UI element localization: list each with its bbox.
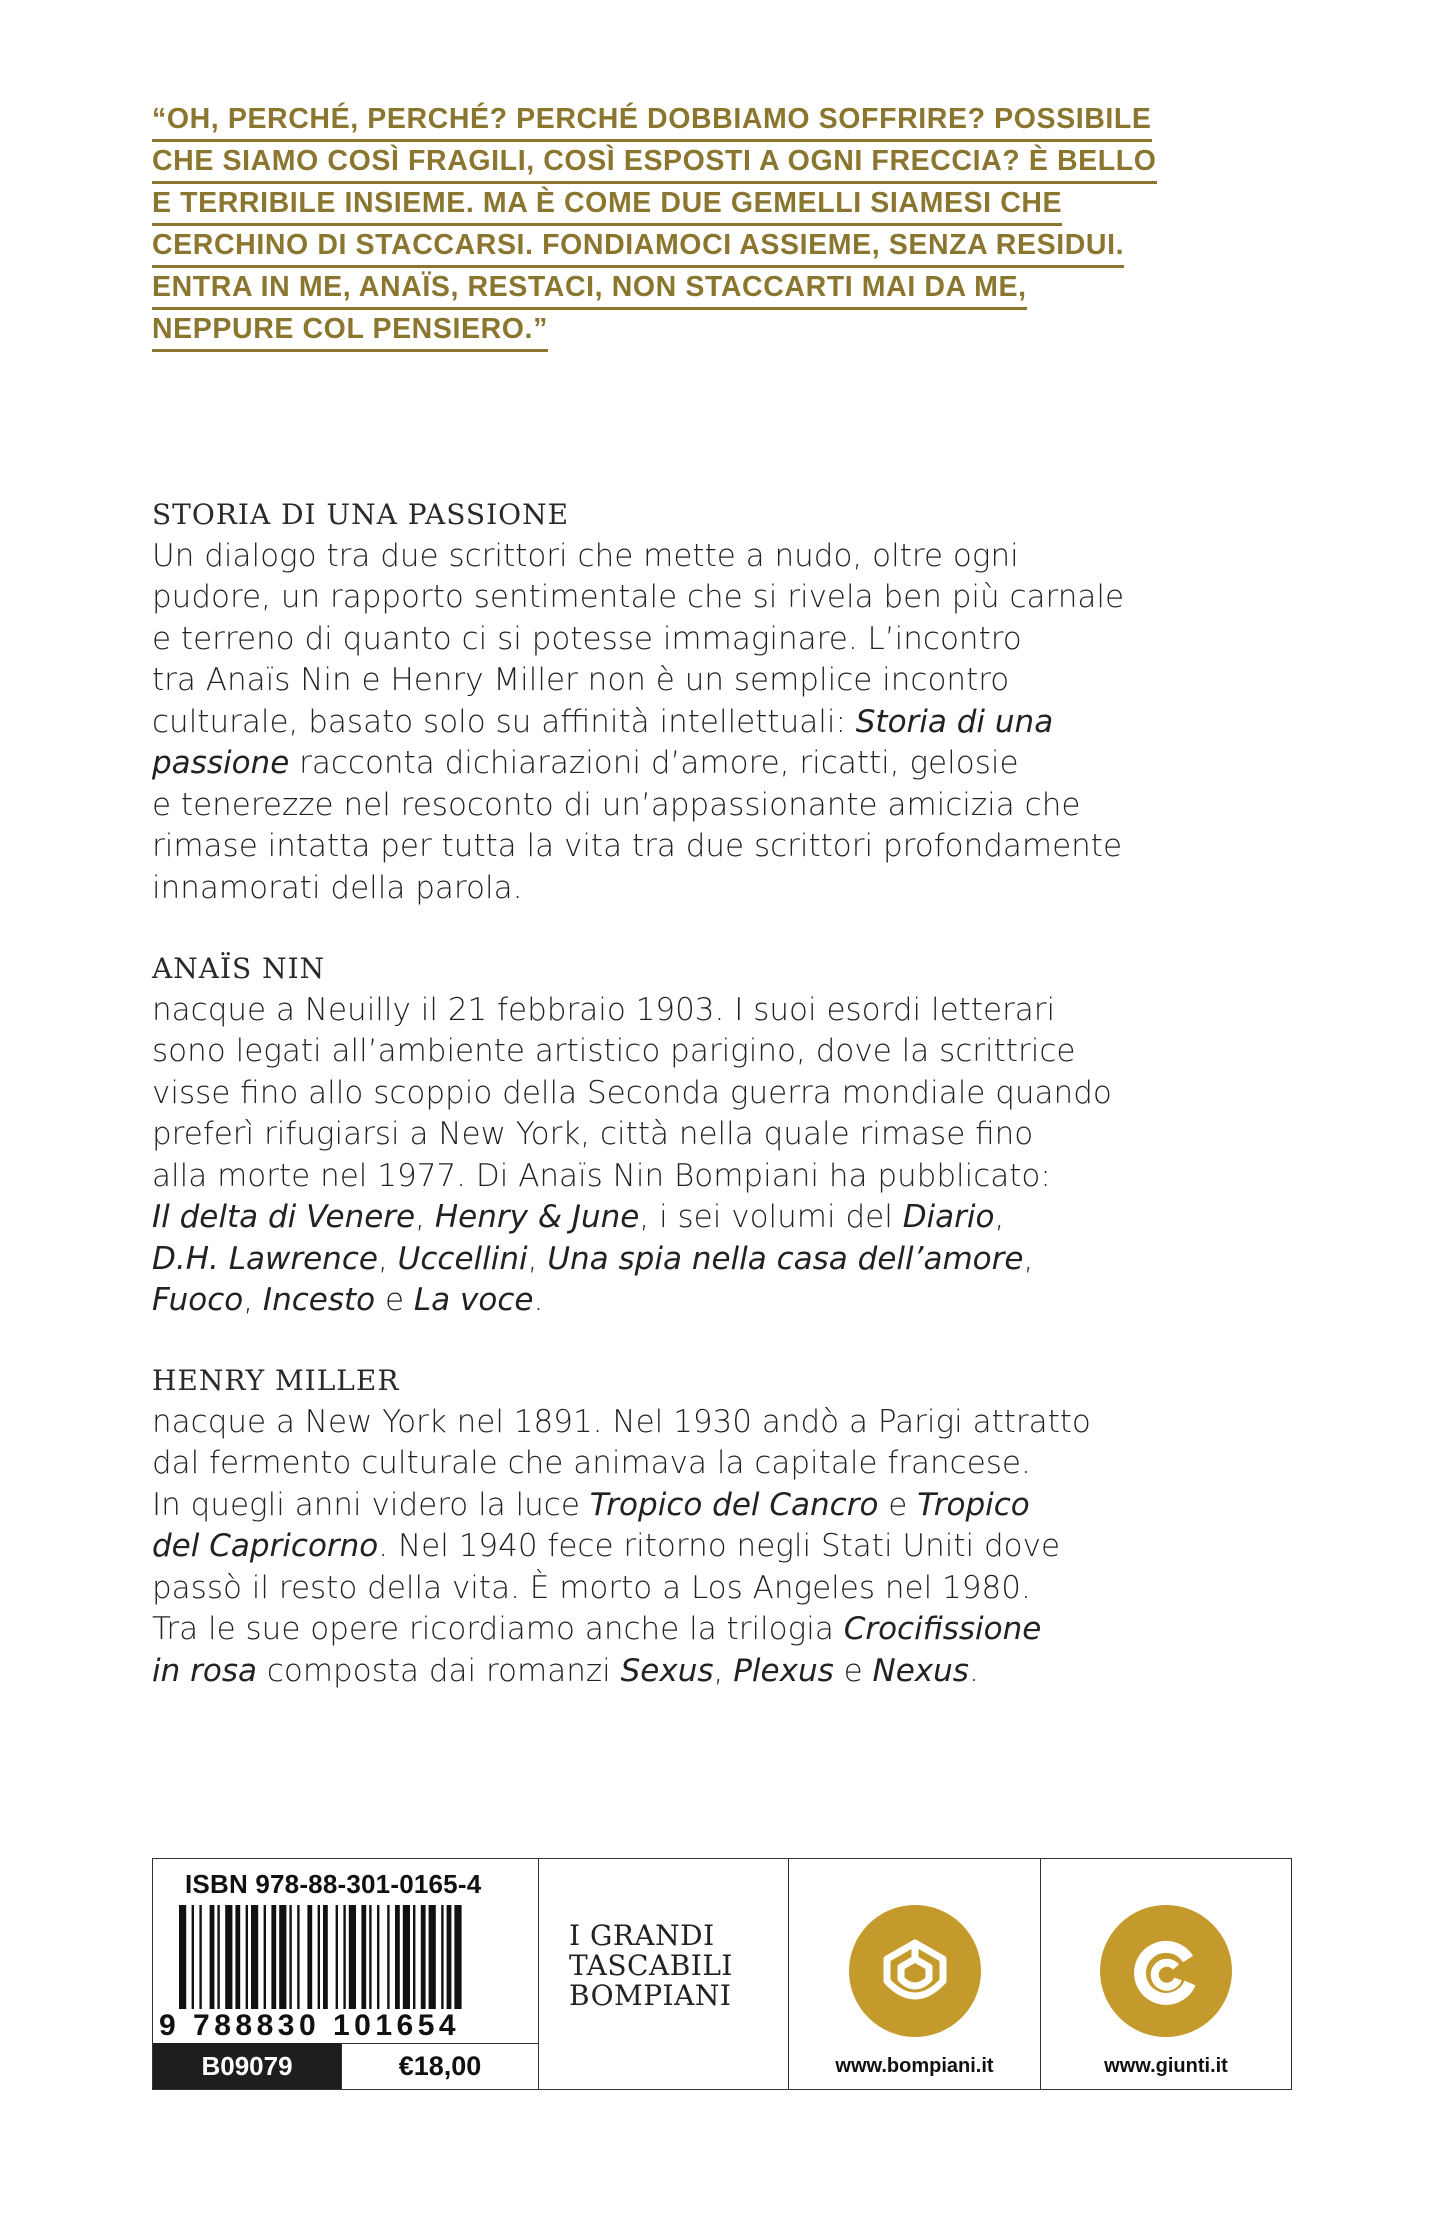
barcode — [159, 1905, 533, 2009]
isbn-label: ISBN 978-88-301-0165-4 — [185, 1869, 482, 1899]
text-line: in rosa composta dai romanzi Sexus, Plexus e Nexus. — [152, 1652, 979, 1689]
text-line: e tenerezze nel resoconto di un’appassionante amicizia che — [152, 786, 1081, 823]
text-line: dal fermento culturale che animava la capitale francese. — [152, 1445, 1031, 1481]
text-line: preferì rifugiarsi a New York, città nella quale rimase fino — [152, 1116, 1034, 1152]
book-heading: STORIA DI UNA PASSIONE — [152, 498, 570, 531]
book-code: B09079 — [201, 2051, 293, 2081]
giunti-logo-icon — [1096, 1901, 1236, 2041]
price: €18,00 — [398, 2051, 482, 2081]
price-box — [341, 2043, 538, 2089]
quote-line: “OH, PERCHÉ, PERCHÉ? PERCHÉ DOBBIAMO SOFFRIRE? POSSIBILE — [152, 100, 1152, 142]
text-line: culturale, basato solo su affinità intellettuali: Storia di una — [152, 703, 1054, 740]
text-line: passò il resto della vita. È morto a Los Angeles nel 1980. — [152, 1569, 1031, 1606]
book-code-badge — [153, 2043, 341, 2089]
barcode-digits: 9 788830 101654 — [159, 2009, 461, 2042]
author-miller-bio — [152, 1360, 1292, 1692]
text-line: pudore, un rapporto sentimentale che si rivela ben più carnale — [152, 579, 1125, 615]
text-line: visse fino allo scoppio della Seconda guerra mondiale quando — [152, 1074, 1112, 1111]
quote-line: ENTRA IN ME, ANAÏS, RESTACI, NON STACCARTI MAI DA ME, — [152, 268, 1027, 310]
bompiani-website: www.bompiani.it — [835, 2055, 994, 2077]
giunti-cell — [1041, 1859, 1291, 2089]
text-line: rimase intatta per tutta la vita tra due scrittori profondamente — [152, 828, 1123, 864]
bompiani-logo-icon — [845, 1901, 985, 2041]
series-line: TASCABILI — [569, 1949, 733, 1982]
text-line: nacque a New York nel 1891. Nel 1930 andò a Parigi attratto — [152, 1403, 1091, 1440]
cover-quote — [152, 100, 1282, 352]
quote-line: CERCHINO DI STACCARSI. FONDIAMOCI ASSIEME, SENZA RESIDUI. — [152, 226, 1124, 268]
book-description — [152, 494, 1292, 909]
text-line: tra Anaïs Nin e Henry Miller non è un semplice incontro — [152, 662, 1010, 698]
series-logo — [569, 1921, 759, 2011]
text-line: del Capricorno. Nel 1940 fece ritorno negli Stati Uniti dove — [152, 1528, 1061, 1564]
text-line: sono legati all’ambiente artistico parigino, dove la scrittrice — [152, 1033, 1076, 1069]
series-cell — [539, 1859, 789, 2089]
quote-line: NEPPURE COL PENSIERO.” — [152, 310, 548, 352]
author-nin-bio — [152, 948, 1292, 1322]
text-line: passione racconta dichiarazioni d’amore, ricatti, gelosie — [152, 745, 1019, 781]
quote-line: E TERRIBILE INSIEME. MA È COME DUE GEMELLI SIAMESI CHE — [152, 184, 1062, 226]
series-line: BOMPIANI — [569, 1979, 732, 2012]
text-line: innamorati della parola. — [152, 869, 523, 906]
text-line: Fuoco, Incesto e La voce. — [152, 1282, 544, 1318]
miller-heading: HENRY MILLER — [152, 1364, 400, 1397]
series-line: I GRANDI — [569, 1919, 715, 1952]
text-line: D.H. Lawrence, Uccellini, Una spia nella casa dell’amore, — [152, 1240, 1034, 1277]
text-line: Tra le sue opere ricordiamo anche la trilogia Crocifissione — [152, 1611, 1042, 1647]
text-line: e terreno di quanto ci si potesse immaginare. L’incontro — [152, 620, 1022, 657]
text-line: Il delta di Venere, Henry & June, i sei volumi del Diario, — [152, 1199, 1005, 1235]
text-line: Un dialogo tra due scrittori che mette a nudo, oltre ogni — [152, 537, 1019, 574]
isbn-cell — [153, 1859, 539, 2089]
bompiani-cell — [789, 1859, 1041, 2089]
giunti-website: www.giunti.it — [1104, 2055, 1228, 2077]
back-cover-footer — [152, 1858, 1292, 2090]
text-line: alla morte nel 1977. Di Anaïs Nin Bompiani ha pubblicato: — [152, 1157, 1051, 1194]
text-line: In quegli anni videro la luce Tropico del Cancro e Tropico — [152, 1486, 1030, 1523]
text-line: nacque a Neuilly il 21 febbraio 1903. I suoi esordi letterari — [152, 991, 1056, 1028]
quote-line: CHE SIAMO COSÌ FRAGILI, COSÌ ESPOSTI A OGNI FRECCIA? È BELLO — [152, 142, 1157, 184]
nin-heading: ANAÏS NIN — [152, 952, 326, 985]
